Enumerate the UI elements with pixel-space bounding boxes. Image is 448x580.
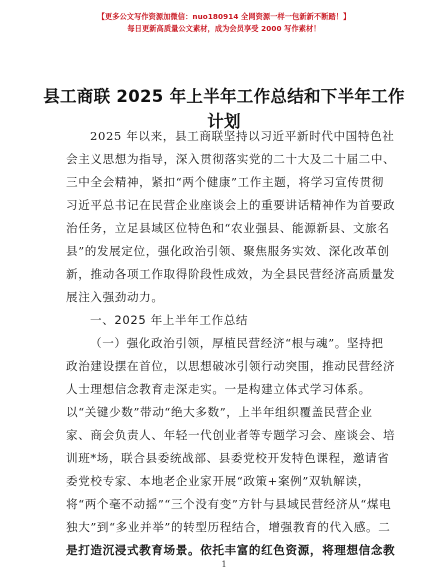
body-line: 2025 年以来，县工商联坚持以习近平新时代中国特色社	[90, 129, 395, 143]
body-line: 是打造沉浸式教育场景。依托丰富的红色资源，将理想信念教	[66, 543, 396, 557]
body-line: 政治建设摆在首位，以思想破冰引领行动突围，推动民营经济	[66, 359, 396, 373]
body-line: 独大”到“多业并举”的转型历程结合，增强教育的代入感。二	[66, 520, 391, 534]
body-line: 新，推动各项工作取得阶段性成效，为全县民营经济高质量发	[66, 267, 396, 281]
body-line: 会主义思想为指导，深入贯彻落实党的二十大及二十届二中、	[66, 152, 396, 166]
body-line: 训班*场，联合县委统战部、县委党校开发特色课程，邀请省	[66, 451, 390, 465]
body-line: 委党校专家、本地老企业家开展“政策+案例”双轨解读，	[66, 474, 370, 488]
document-title-line-2: 计划	[207, 112, 241, 131]
body-line: 人士理想信念教育走深走实。一是构建立体式学习体系。	[66, 382, 371, 396]
document-title-line-1: 县工商联 2025 年上半年工作总结和下半年工作	[43, 87, 405, 106]
body-line: 治任务，立足县域区位特色和“农业强县、能源新县、文旅名	[66, 221, 390, 235]
body-line: （一）强化政治引领，厚植民营经济“根与魂”。坚持把	[90, 336, 384, 350]
page-number: 1	[221, 560, 227, 569]
promo-banner-line-1: 【更多公文写作资源加微信：nuo180914 全网资源一样一包新新不断踏！】	[97, 12, 351, 21]
promo-banner-line-2: 每日更新高质量公文素材，成为会员享受 2000 写作素材！	[127, 24, 321, 33]
body-line: 三中全会精神，紧扣“两个健康”工作主题，将学习宣传贯彻	[66, 175, 384, 189]
body-line: 习近平总书记在民营企业座谈会上的重要讲话精神作为首要政	[66, 198, 396, 212]
body-line: 展注入强劲动力。	[66, 290, 164, 304]
body-line: 以“关键少数”带动“绝大多数”，上半年组织覆盖民营企业	[66, 405, 373, 419]
body-line: 家、商会负责人、年轻一代创业者等专题学习会、座谈会、培	[66, 428, 396, 442]
section-heading: 一、2025 年上半年工作总结	[90, 313, 249, 327]
body-line: 县”的发展定位，强化政治引领、聚焦服务实效、深化改革创	[66, 244, 390, 258]
body-line: 将“两个毫不动摇”“三个没有变”方针与县域民营经济从“煤电	[66, 497, 392, 511]
